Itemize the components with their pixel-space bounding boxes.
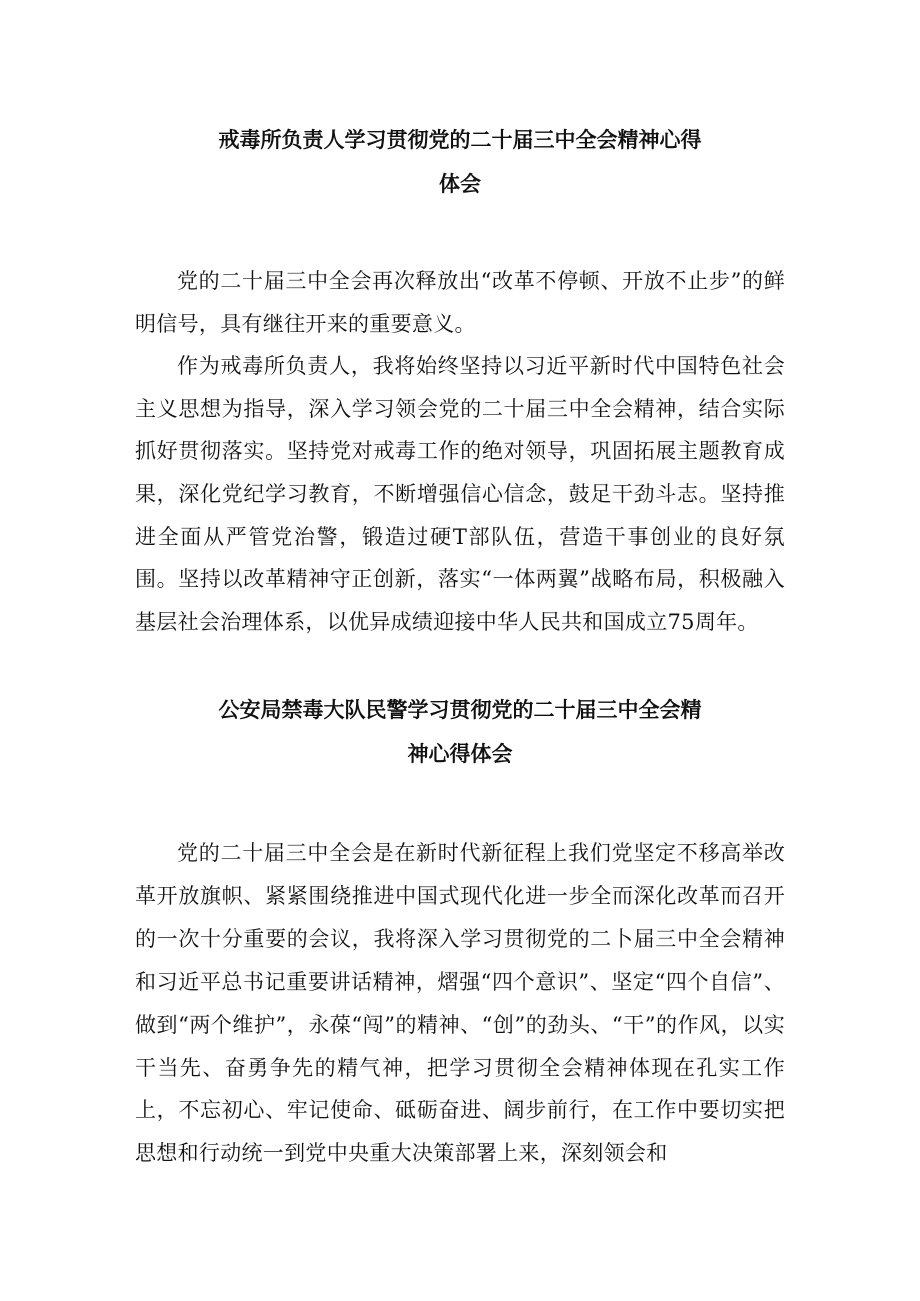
title-line-1: 戒毒所负责人学习贯彻党的二十届三中全会精神心得	[218, 128, 702, 152]
article-title-2	[135, 688, 785, 776]
article-section-2	[135, 688, 785, 1175]
title-line-2: 神心得体会	[407, 742, 513, 766]
article-body-1	[135, 260, 785, 643]
article-section-1	[135, 118, 785, 643]
article-body-2	[135, 832, 785, 1175]
article-title-1	[135, 118, 785, 206]
paragraph: 作为戒毒所负责人，我将始终坚持以习近平新时代中国特色社会主义思想为指导，深入学习领会党的二十届三中全会精神，结合实际抓好贯彻落实。坚持党对戒毒工作的绝对领导，巩固拓展主题教育成果，深化党纪学习教育，不断增强信心信念，鼓足干劲斗志。坚持推进全面从严管党治警，锻造过硬T部队伍，营造干事创业的良好氛围。坚持以改革精神守正创新，落实“一体两翼”战略布局，积极融入基层社会治理体系，以优异成绩迎接中华人民共和国成立75周年。	[135, 354, 785, 634]
paragraph: 党的二十届三中全会是在新时代新征程上我们党坚定不移高举改革开放旗帜、紧紧围绕推进中国式现代化进一步全而深化改革而召开的一次十分重要的会议，我将深入学习贯彻党的二卜届三中全会精神和习近平总书记重要讲话精神，熠强“四个意识”、坚定“四个自信”、做到“两个维护”，永葆“闯”的精神、“创”的劲头、“干”的作风，以实干当先、奋勇争先的精气神，把学习贯彻全会精神体现在孔实工作上，不忘初心、牢记使命、砥砺奋进、阔步前行，在工作中要切实把思想和行动统一到党中央重大决策部署上来，深刻领会和	[135, 841, 785, 1166]
title-line-1: 公安局禁毒大队民警学习贯彻党的二十届三中全会精	[218, 698, 702, 722]
paragraph: 党的二十届三中全会再次释放出“改革不停顿、开放不止步”的鲜明信号，具有继往开来的重要意义。	[135, 269, 785, 336]
title-line-2: 体会	[439, 172, 481, 196]
